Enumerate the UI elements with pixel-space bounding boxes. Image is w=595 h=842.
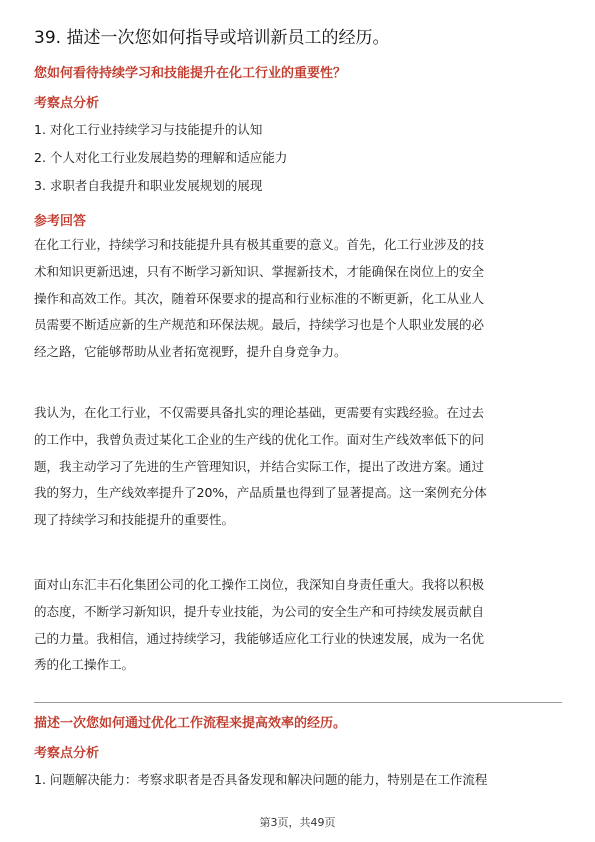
section1-question: 您如何看待持续学习和技能提升在化工行业的重要性？ — [34, 66, 347, 81]
paragraph-line: 题，我主动学习了先进的生产管理知识，并结合实际工作，提出了改进方案。通过 — [34, 458, 485, 474]
paragraph-line: 面对山东汇丰石化集团公司的化工操作工岗位，我深知自身责任重大。我将以积极 — [34, 577, 485, 592]
section1-analysis-item: 3. 求职者自我提升和职业发展规划的展现 — [34, 178, 263, 193]
paragraph-line: 员需要不断适应新的生产规范和环保法规。最后，持续学习也是个人职业发展的必 — [34, 317, 485, 333]
paragraph-line: 现了持续学习和技能提升的重要性。 — [34, 512, 235, 528]
section1-analysis-item: 1. 对化工行业持续学习与技能提升的认知 — [34, 122, 263, 137]
paragraph-line: 秀的化工操作工。 — [34, 657, 135, 673]
paragraph-line: 在化工行业，持续学习和技能提升具有极其重要的意义。首先，化工行业涉及的技 — [34, 237, 485, 252]
paragraph-line: 己的力量。我相信，通过持续学习，我能够适应化工行业的快速发展，成为一名优 — [34, 630, 485, 646]
paragraph-line: 我的努力，生产线效率提升了20%，产品质量也得到了显著提高。这一案例充分体 — [34, 485, 487, 501]
section1-answer-heading: 参考回答 — [34, 214, 87, 229]
answer-paragraph-1 — [34, 232, 562, 366]
section1-analysis-heading: 考察点分析 — [34, 96, 100, 111]
section2-analysis-heading: 考察点分析 — [34, 746, 100, 761]
page-number-footer: 第3页，共49页 — [259, 816, 336, 829]
section-divider — [34, 702, 562, 703]
paragraph-line: 术和知识更新迅速，只有不断学习新知识、掌握新技术，才能确保在岗位上的安全 — [34, 263, 485, 279]
answer-paragraph-2 — [34, 400, 562, 534]
section1-analysis-item: 2. 个人对化工行业发展趋势的理解和适应能力 — [34, 150, 288, 165]
section2-question: 描述一次您如何通过优化工作流程来提高效率的经历。 — [34, 716, 347, 731]
section2-analysis-item: 1. 问题解决能力：考察求职者是否具备发现和解决问题的能力，特别是在工作流程 — [34, 772, 488, 787]
answer-paragraph-3 — [34, 572, 562, 679]
question-title: 39. 描述一次您如何指导或培训新员工的经历。 — [34, 28, 390, 48]
paragraph-line: 的态度，不断学习新知识，提升专业技能，为公司的安全生产和可持续发展贡献自 — [34, 603, 485, 619]
paragraph-line: 操作和高效工作。其次，随着环保要求的提高和行业标准的不断更新，化工从业人 — [34, 290, 485, 306]
paragraph-line: 我认为，在化工行业，不仅需要具备扎实的理论基础，更需要有实践经验。在过去 — [34, 405, 485, 420]
paragraph-line: 的工作中，我曾负责过某化工企业的生产线的优化工作。面对生产线效率低下的问 — [34, 431, 485, 447]
paragraph-line: 经之路，它能够帮助从业者拓宽视野，提升自身竞争力。 — [34, 344, 347, 360]
